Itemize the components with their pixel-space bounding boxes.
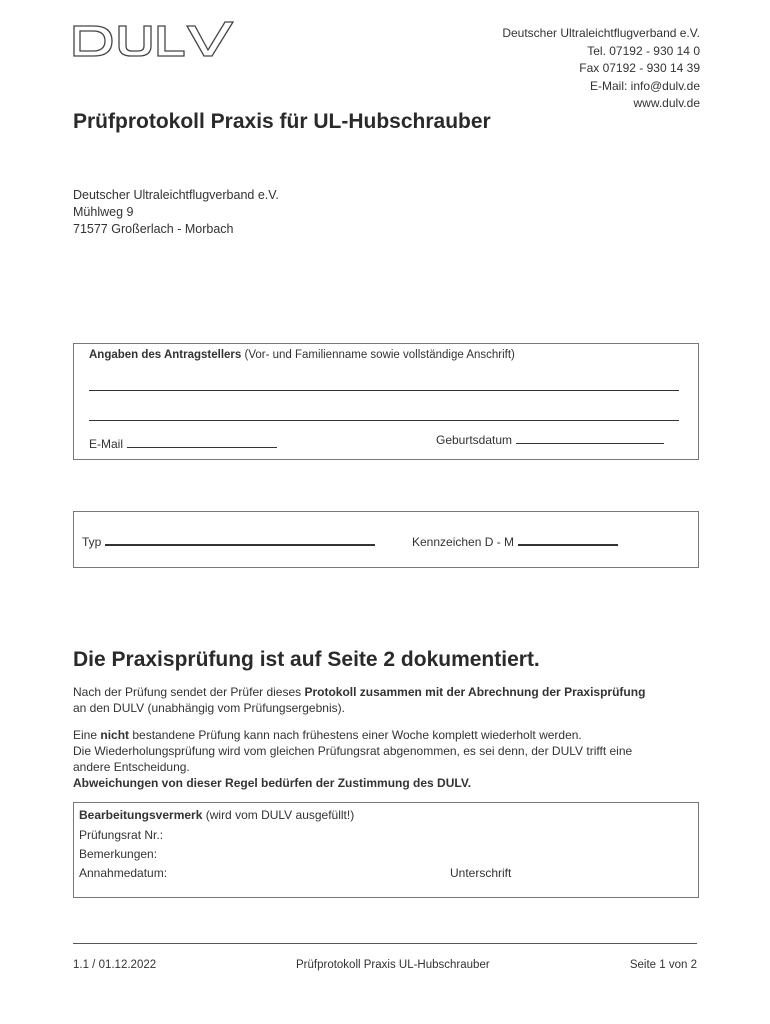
contact-email: E-Mail: info@dulv.de: [589, 78, 700, 93]
registration-label: Kennzeichen D - M: [412, 535, 515, 549]
type-label: Typ: [82, 535, 102, 549]
birthdate-underline[interactable]: [516, 432, 664, 444]
birthdate-label: Geburtsdatum: [436, 433, 513, 447]
email-label: E-Mail: [89, 437, 124, 451]
footer-doc-title: Prüfprotokoll Praxis UL-Hubschrauber: [296, 959, 490, 971]
footer-divider: [73, 943, 697, 944]
signature-label: Unterschrift: [450, 866, 512, 880]
name-line[interactable]: [89, 390, 679, 391]
registration-field[interactable]: [412, 533, 618, 549]
type-field[interactable]: [82, 533, 375, 549]
paragraph2-line2: Die Wiederholungsprüfung wird vom gleichen Prüfungsrat abgenommen, es sei denn, der DULV trifft eine: [73, 744, 633, 758]
board-number-label: Prüfungsrat Nr.:: [79, 828, 164, 842]
paragraph1-text: Nach der Prüfung sendet der Prüfer dieses: [73, 685, 305, 699]
paragraph-repeat: [73, 727, 703, 791]
paragraph-submission: [73, 684, 703, 716]
footer-version: 1.1 / 01.12.2022: [73, 959, 157, 971]
processing-heading-note: (wird vom DULV ausgefüllt!): [205, 808, 355, 822]
paragraph1-text-end: an den DULV (unabhängig vom Prüfungsergebnis).: [73, 701, 345, 715]
contact-tel: Tel. 07192 - 930 14 0: [587, 43, 700, 58]
contact-info: [502, 25, 700, 113]
paragraph2-text: Eine: [73, 728, 101, 742]
processing-heading-bold: Bearbeitungsvermerk: [79, 808, 203, 822]
remarks-label: Bemerkungen:: [79, 847, 158, 861]
paragraph2-text-rest: bestandene Prüfung kann nach frühestens einer Woche komplett wiederholt werden.: [129, 728, 582, 742]
address-line-1: Deutscher Ultraleichtflugverband e.V.: [73, 188, 279, 202]
paragraph2-rule: Abweichungen von dieser Regel bedürfen der Zustimmung des DULV.: [73, 776, 472, 790]
applicant-box: [73, 343, 699, 460]
paragraph2-line3: andere Entscheidung.: [73, 760, 190, 774]
type-underline[interactable]: [105, 533, 375, 546]
applicant-heading-bold: Angaben des Antragstellers: [89, 349, 242, 361]
dulv-logo: [72, 20, 237, 60]
contact-fax: Fax 07192 - 930 14 39: [579, 61, 700, 76]
contact-web: www.dulv.de: [633, 96, 700, 111]
address-line[interactable]: [89, 420, 679, 421]
page-title: Prüfprotokoll Praxis für UL-Hubschrauber: [73, 110, 491, 133]
email-underline[interactable]: [127, 436, 277, 448]
paragraph1-bold: Protokoll zusammen mit der Abrechnung der Praxisprüfung: [304, 685, 646, 699]
applicant-heading: [89, 349, 515, 361]
processing-box: [73, 802, 699, 898]
address-line-2: Mühlweg 9: [73, 205, 134, 219]
recipient-address: [73, 187, 279, 238]
address-line-3: 71577 Großerlach - Morbach: [73, 222, 234, 236]
acceptance-date-label: Annahmedatum:: [79, 866, 168, 880]
processing-heading: [79, 808, 354, 822]
section-heading: Die Praxisprüfung ist auf Seite 2 dokumentiert.: [73, 648, 540, 671]
aircraft-box: [73, 511, 699, 568]
paragraph2-bold: nicht: [100, 728, 130, 742]
footer-page-number: Seite 1 von 2: [629, 959, 697, 971]
email-field[interactable]: [89, 436, 277, 451]
birthdate-field[interactable]: [436, 432, 664, 447]
applicant-heading-note: (Vor- und Familienname sowie vollständige Anschrift): [244, 349, 515, 361]
contact-org: Deutscher Ultraleichtflugverband e.V.: [502, 26, 700, 40]
registration-underline[interactable]: [518, 533, 618, 546]
